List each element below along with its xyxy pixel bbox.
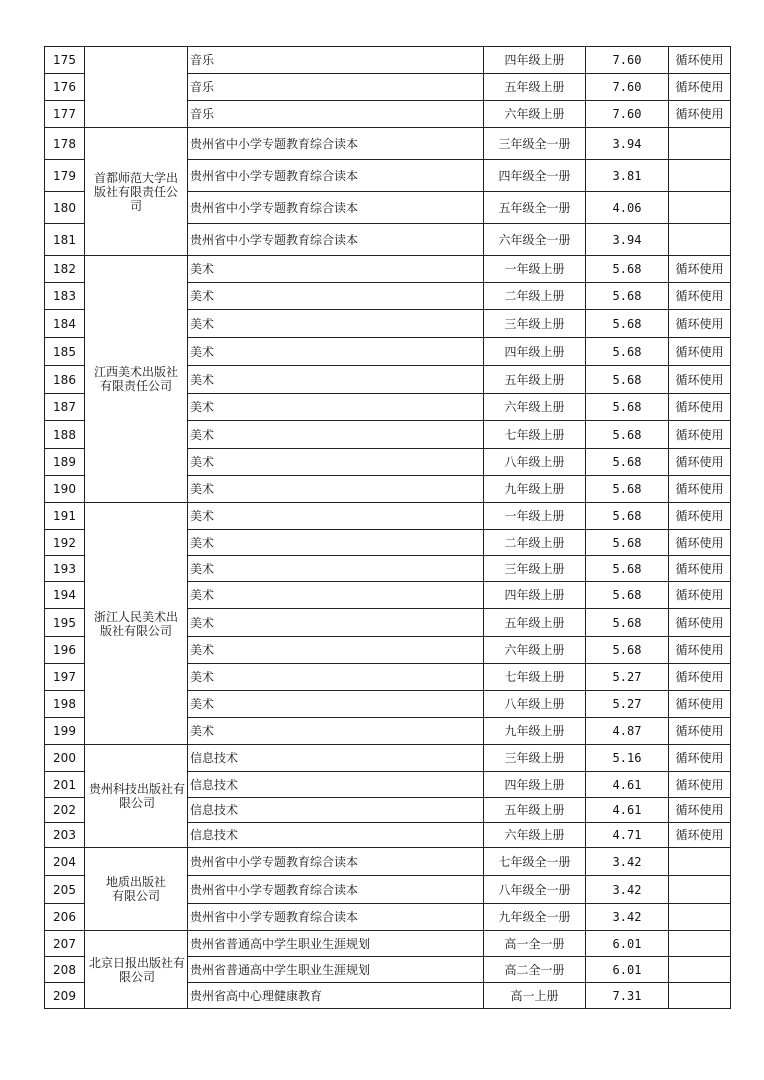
price: 4.61 <box>586 798 669 823</box>
row-number: 185 <box>45 338 85 366</box>
note: 循环使用 <box>669 421 731 449</box>
price: 3.94 <box>586 128 669 160</box>
textbook-title: 美术 <box>188 283 484 310</box>
volume: 三年级全一册 <box>484 128 586 160</box>
textbook-title: 信息技术 <box>188 823 484 848</box>
row-number: 193 <box>45 556 85 582</box>
publisher-name: 地质出版社有限公司 <box>105 875 166 903</box>
row-number: 178 <box>45 128 85 160</box>
price: 5.68 <box>586 394 669 421</box>
note <box>669 931 731 957</box>
note: 循环使用 <box>669 47 731 74</box>
note: 循环使用 <box>669 310 731 338</box>
note: 循环使用 <box>669 101 731 128</box>
textbook-title: 美术 <box>188 664 484 691</box>
row-number: 191 <box>45 503 85 530</box>
table-row <box>45 256 731 283</box>
volume: 高二全一册 <box>484 957 586 983</box>
price: 5.68 <box>586 503 669 530</box>
price: 5.68 <box>586 476 669 503</box>
volume: 八年级上册 <box>484 449 586 476</box>
table-row <box>45 848 731 876</box>
publisher-name: 北京日报出版社有限公司 <box>89 955 186 984</box>
publisher-name: 首都师范大学出版社有限责任公司 <box>94 170 179 213</box>
row-number: 175 <box>45 47 85 74</box>
textbook-title: 音乐 <box>188 47 484 74</box>
note: 循环使用 <box>669 530 731 556</box>
price: 3.42 <box>586 848 669 876</box>
price: 7.31 <box>586 983 669 1009</box>
row-number: 209 <box>45 983 85 1009</box>
volume: 三年级上册 <box>484 556 586 582</box>
price: 3.94 <box>586 224 669 256</box>
row-number: 197 <box>45 664 85 691</box>
note: 循环使用 <box>669 449 731 476</box>
note: 循环使用 <box>669 366 731 394</box>
textbook-title: 信息技术 <box>188 798 484 823</box>
price: 5.68 <box>586 556 669 582</box>
price: 5.68 <box>586 582 669 609</box>
volume: 高一全一册 <box>484 931 586 957</box>
price: 5.68 <box>586 421 669 449</box>
price: 5.68 <box>586 449 669 476</box>
textbook-price-table <box>44 46 731 1009</box>
price: 6.01 <box>586 957 669 983</box>
note: 循环使用 <box>669 74 731 101</box>
textbook-title: 美术 <box>188 503 484 530</box>
publisher-name: 江西美术出版社有限责任公司 <box>93 365 178 393</box>
volume: 五年级上册 <box>484 609 586 637</box>
textbook-title: 美术 <box>188 421 484 449</box>
textbook-title: 贵州省中小学专题教育综合读本 <box>188 128 484 160</box>
price: 5.68 <box>586 283 669 310</box>
volume: 二年级上册 <box>484 530 586 556</box>
row-number: 205 <box>45 876 85 904</box>
row-number: 194 <box>45 582 85 609</box>
textbook-title: 信息技术 <box>188 772 484 798</box>
note: 循环使用 <box>669 798 731 823</box>
volume: 五年级上册 <box>484 74 586 101</box>
textbook-title: 音乐 <box>188 74 484 101</box>
table-row <box>45 47 731 74</box>
row-number: 203 <box>45 823 85 848</box>
volume: 七年级全一册 <box>484 848 586 876</box>
textbook-title: 美术 <box>188 691 484 718</box>
row-number: 177 <box>45 101 85 128</box>
publisher-cell <box>85 745 188 848</box>
price: 4.71 <box>586 823 669 848</box>
table-body <box>45 47 731 1009</box>
publisher-cell <box>85 848 188 931</box>
textbook-title: 音乐 <box>188 101 484 128</box>
table-row <box>45 128 731 160</box>
publisher-cell <box>85 47 188 128</box>
price: 7.60 <box>586 47 669 74</box>
row-number: 196 <box>45 637 85 664</box>
note <box>669 224 731 256</box>
price: 3.42 <box>586 876 669 904</box>
row-number: 202 <box>45 798 85 823</box>
table-row <box>45 745 731 772</box>
publisher-name: 浙江人民美术出版社有限公司 <box>93 609 178 638</box>
volume: 六年级上册 <box>484 823 586 848</box>
note <box>669 876 731 904</box>
publisher-name: 贵州科技出版社有限公司 <box>89 782 186 810</box>
volume: 九年级上册 <box>484 718 586 745</box>
note: 循环使用 <box>669 582 731 609</box>
row-number: 186 <box>45 366 85 394</box>
note <box>669 160 731 192</box>
volume: 一年级上册 <box>484 503 586 530</box>
publisher-cell <box>85 503 188 745</box>
textbook-title: 贵州省高中心理健康教育 <box>188 983 484 1009</box>
note: 循环使用 <box>669 609 731 637</box>
price: 6.01 <box>586 931 669 957</box>
price: 3.81 <box>586 160 669 192</box>
textbook-title: 美术 <box>188 718 484 745</box>
textbook-title: 美术 <box>188 556 484 582</box>
volume: 四年级上册 <box>484 772 586 798</box>
volume: 七年级上册 <box>484 664 586 691</box>
row-number: 182 <box>45 256 85 283</box>
note <box>669 192 731 224</box>
textbook-title: 贵州省中小学专题教育综合读本 <box>188 876 484 904</box>
volume: 四年级上册 <box>484 582 586 609</box>
volume: 二年级上册 <box>484 283 586 310</box>
textbook-title: 贵州省普通高中学生职业生涯规划 <box>188 931 484 957</box>
row-number: 199 <box>45 718 85 745</box>
volume: 五年级上册 <box>484 366 586 394</box>
price: 4.06 <box>586 192 669 224</box>
price: 5.68 <box>586 609 669 637</box>
note <box>669 904 731 931</box>
volume: 九年级上册 <box>484 476 586 503</box>
price: 5.68 <box>586 637 669 664</box>
textbook-title: 美术 <box>188 256 484 283</box>
volume: 八年级上册 <box>484 691 586 718</box>
price: 5.68 <box>586 338 669 366</box>
volume: 六年级上册 <box>484 394 586 421</box>
row-number: 198 <box>45 691 85 718</box>
note <box>669 983 731 1009</box>
price: 5.16 <box>586 745 669 772</box>
volume: 九年级全一册 <box>484 904 586 931</box>
volume: 四年级上册 <box>484 47 586 74</box>
note: 循环使用 <box>669 283 731 310</box>
textbook-title: 贵州省普通高中学生职业生涯规划 <box>188 957 484 983</box>
row-number: 181 <box>45 224 85 256</box>
publisher-cell <box>85 128 188 256</box>
row-number: 201 <box>45 772 85 798</box>
volume: 三年级上册 <box>484 745 586 772</box>
row-number: 187 <box>45 394 85 421</box>
note: 循环使用 <box>669 476 731 503</box>
row-number: 207 <box>45 931 85 957</box>
textbook-title: 贵州省中小学专题教育综合读本 <box>188 224 484 256</box>
textbook-title: 贵州省中小学专题教育综合读本 <box>188 160 484 192</box>
note <box>669 957 731 983</box>
note: 循环使用 <box>669 823 731 848</box>
price: 5.27 <box>586 664 669 691</box>
volume: 七年级上册 <box>484 421 586 449</box>
volume: 六年级上册 <box>484 101 586 128</box>
row-number: 195 <box>45 609 85 637</box>
table-row <box>45 503 731 530</box>
textbook-title: 美术 <box>188 338 484 366</box>
textbook-title: 贵州省中小学专题教育综合读本 <box>188 192 484 224</box>
price: 4.61 <box>586 772 669 798</box>
textbook-title: 美术 <box>188 310 484 338</box>
note: 循环使用 <box>669 718 731 745</box>
publisher-cell <box>85 256 188 503</box>
price: 4.87 <box>586 718 669 745</box>
note: 循环使用 <box>669 691 731 718</box>
note <box>669 848 731 876</box>
volume: 五年级上册 <box>484 798 586 823</box>
textbook-title: 美术 <box>188 582 484 609</box>
volume: 五年级全一册 <box>484 192 586 224</box>
textbook-title: 美术 <box>188 609 484 637</box>
volume: 高一上册 <box>484 983 586 1009</box>
row-number: 190 <box>45 476 85 503</box>
note: 循环使用 <box>669 338 731 366</box>
note: 循环使用 <box>669 745 731 772</box>
price: 5.68 <box>586 366 669 394</box>
volume: 一年级上册 <box>484 256 586 283</box>
volume: 四年级上册 <box>484 338 586 366</box>
publisher-cell <box>85 931 188 1009</box>
row-number: 192 <box>45 530 85 556</box>
textbook-title: 贵州省中小学专题教育综合读本 <box>188 848 484 876</box>
textbook-title: 美术 <box>188 637 484 664</box>
row-number: 200 <box>45 745 85 772</box>
row-number: 188 <box>45 421 85 449</box>
volume: 六年级全一册 <box>484 224 586 256</box>
row-number: 208 <box>45 957 85 983</box>
price: 3.42 <box>586 904 669 931</box>
volume: 六年级上册 <box>484 637 586 664</box>
table-row <box>45 931 731 957</box>
row-number: 206 <box>45 904 85 931</box>
note <box>669 128 731 160</box>
volume: 三年级上册 <box>484 310 586 338</box>
row-number: 180 <box>45 192 85 224</box>
row-number: 183 <box>45 283 85 310</box>
textbook-title: 美术 <box>188 449 484 476</box>
note: 循环使用 <box>669 637 731 664</box>
note: 循环使用 <box>669 664 731 691</box>
note: 循环使用 <box>669 556 731 582</box>
textbook-title: 美术 <box>188 530 484 556</box>
price: 5.68 <box>586 310 669 338</box>
price: 5.68 <box>586 530 669 556</box>
note: 循环使用 <box>669 256 731 283</box>
volume: 八年级全一册 <box>484 876 586 904</box>
row-number: 179 <box>45 160 85 192</box>
price: 7.60 <box>586 101 669 128</box>
note: 循环使用 <box>669 772 731 798</box>
row-number: 184 <box>45 310 85 338</box>
textbook-title: 美术 <box>188 476 484 503</box>
price: 7.60 <box>586 74 669 101</box>
note: 循环使用 <box>669 394 731 421</box>
volume: 四年级全一册 <box>484 160 586 192</box>
textbook-title: 美术 <box>188 366 484 394</box>
row-number: 176 <box>45 74 85 101</box>
price: 5.27 <box>586 691 669 718</box>
row-number: 189 <box>45 449 85 476</box>
price: 5.68 <box>586 256 669 283</box>
note: 循环使用 <box>669 503 731 530</box>
row-number: 204 <box>45 848 85 876</box>
textbook-title: 信息技术 <box>188 745 484 772</box>
textbook-title: 贵州省中小学专题教育综合读本 <box>188 904 484 931</box>
textbook-title: 美术 <box>188 394 484 421</box>
